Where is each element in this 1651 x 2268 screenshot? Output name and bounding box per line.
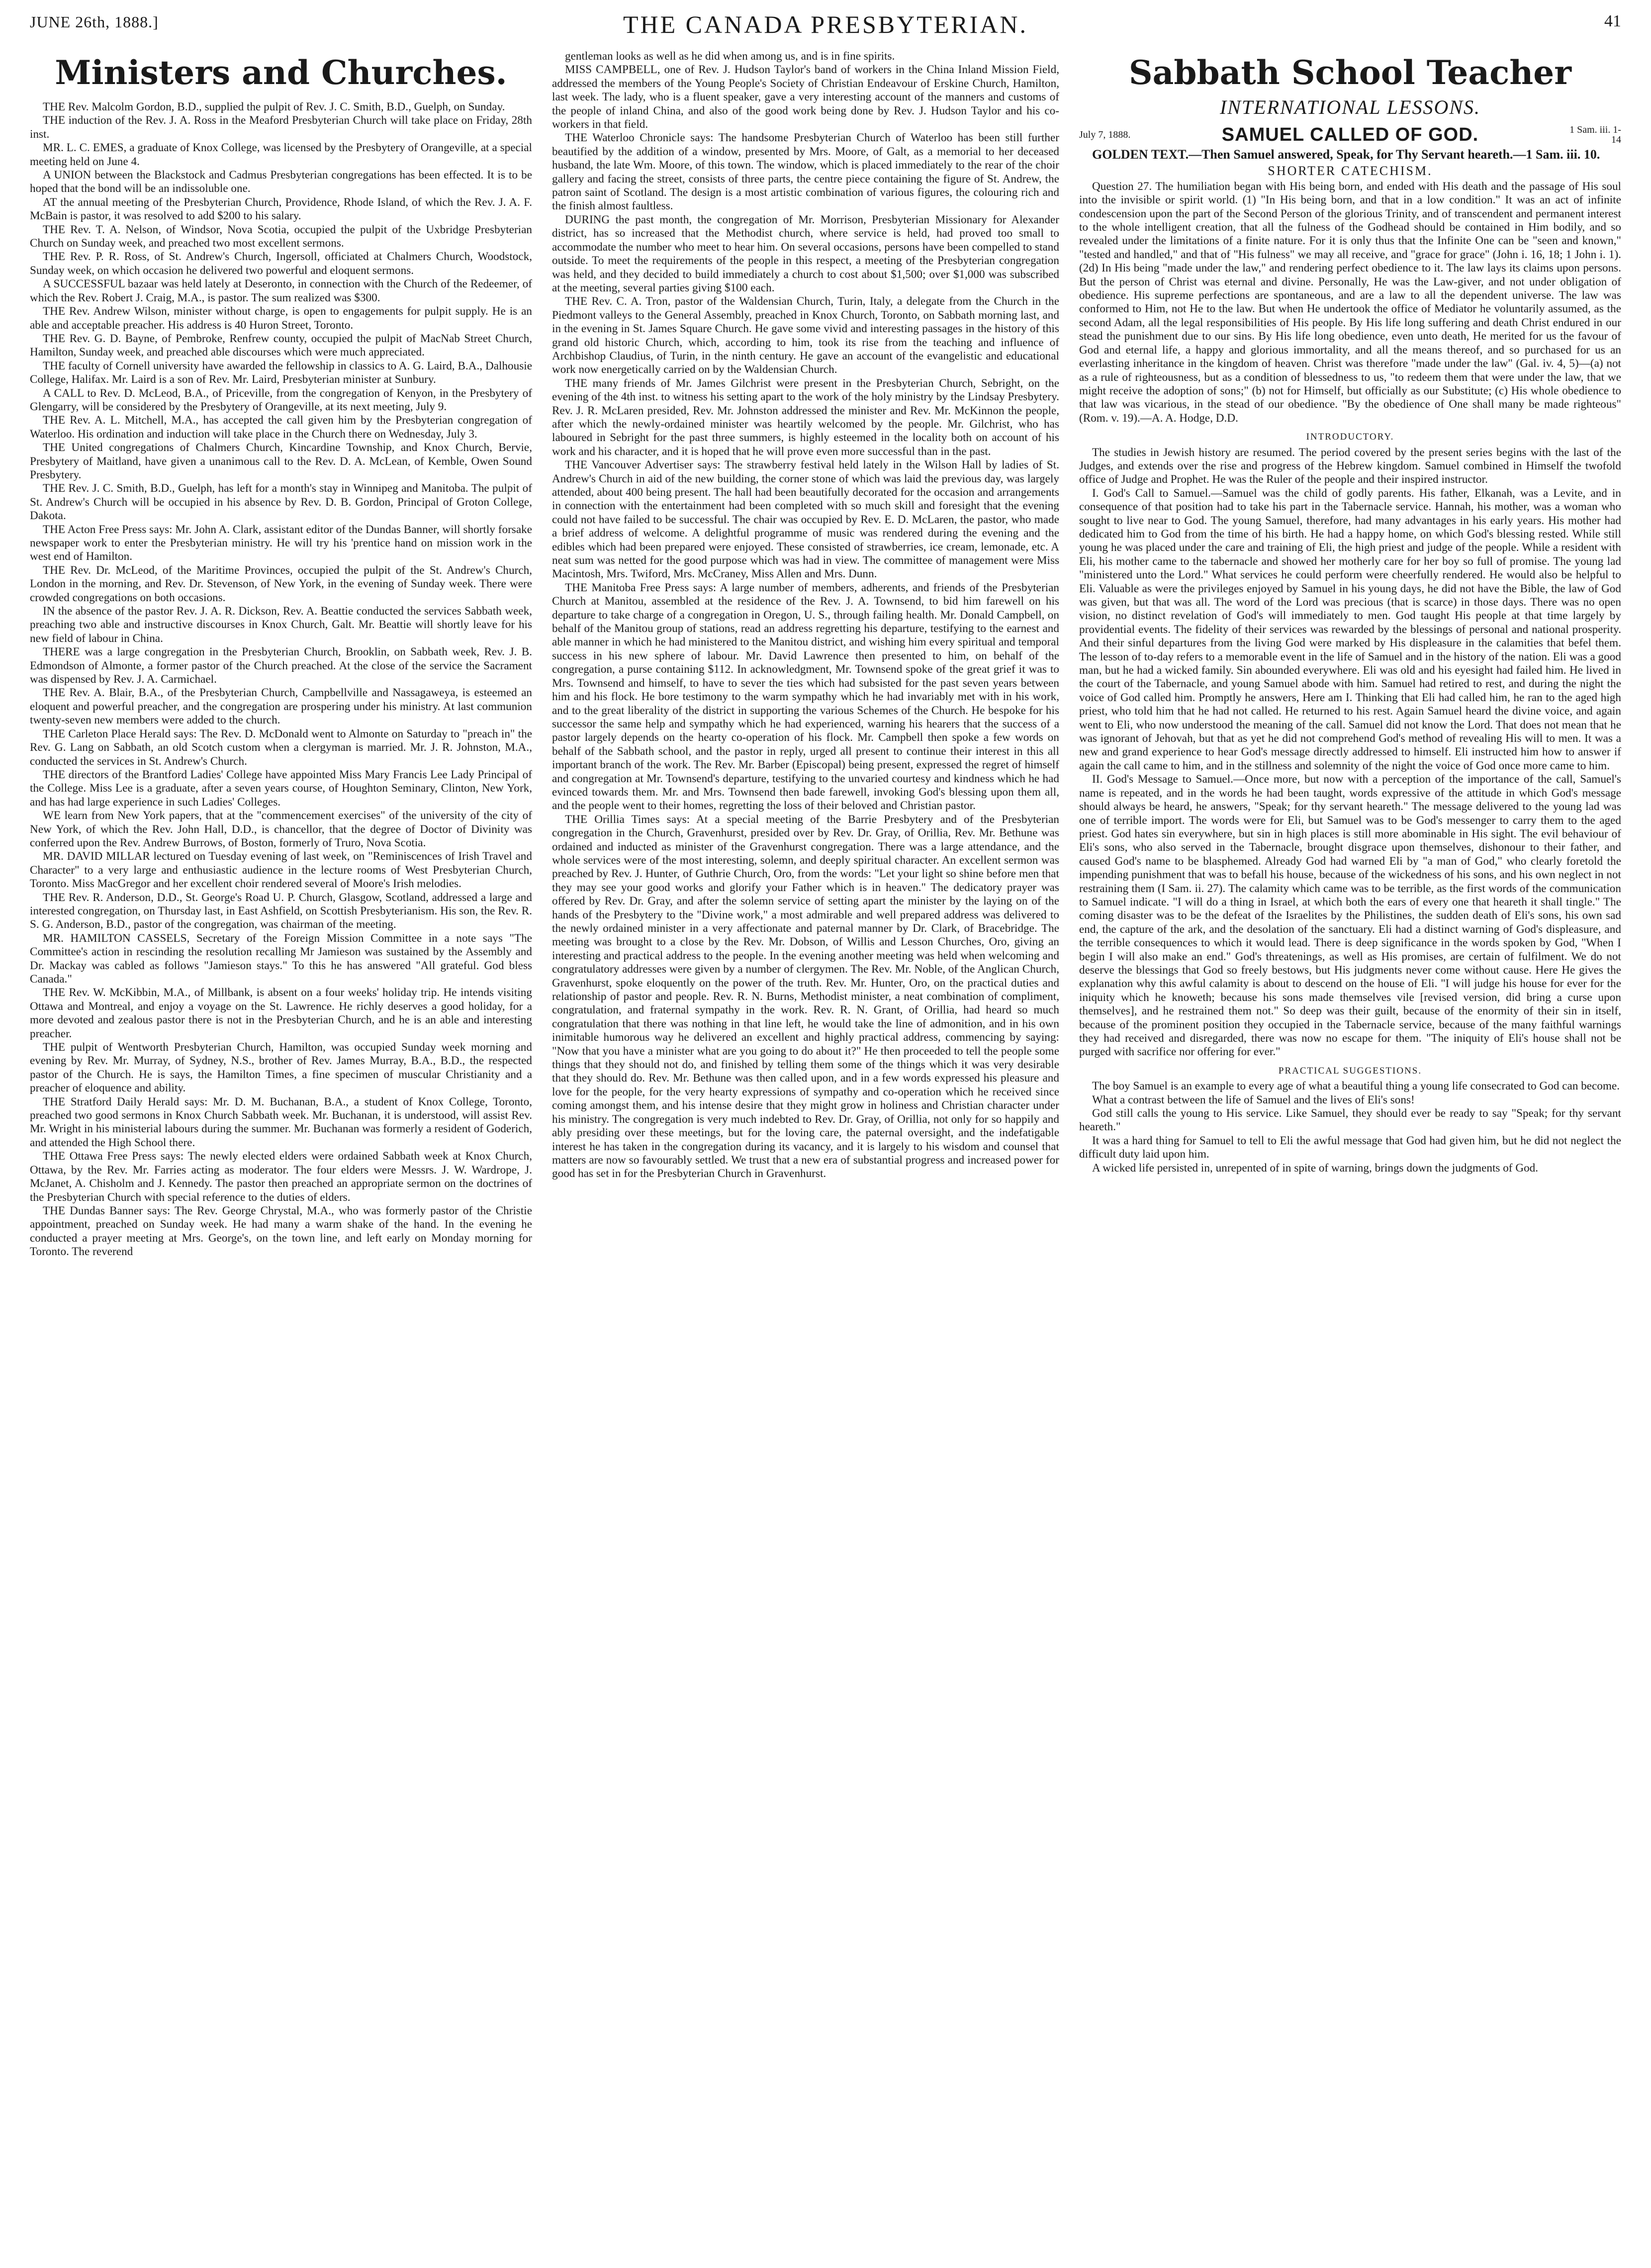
news-paragraph: A SUCCESSFUL bazaar was held lately at Deseronto, in connection with the Church of the Redeemer, of which the Rev. Robert J. Craig, M.A., is pastor. The sum realized was $300. [30, 277, 532, 304]
news-paragraph: THE Rev. G. D. Bayne, of Pembroke, Renfrew county, occupied the pulpit of MacNab Street Church, Hamilton, Sunday week, and preached able discourses which were much appreciated. [30, 332, 532, 359]
section-heading-sabbath-school: Sabbath School Teacher [1128, 53, 1572, 92]
lesson-title: SAMUEL CALLED OF GOD. [1221, 124, 1479, 145]
news-paragraph: THE Rev. A. L. Mitchell, M.A., has accepted the call given him by the Presbyterian congregation of Waterloo. His ordination and induction will take place in the Church there on Wednesday, July 3. [30, 414, 532, 441]
news-paragraph: THE faculty of Cornell university have awarded the fellowship in classics to A. G. Laird, B.A., Dalhousie College, Halifax. Mr. Laird is a son of Rev. Mr. Laird, Presbyterian minister at Sunbury. [30, 359, 532, 386]
news-paragraph: THE pulpit of Wentworth Presbyterian Church, Hamilton, was occupied Sunday week morning and evening by Rev. Mr. Murray, of Sydney, N.S., brother of Rev. James Murray, B.A., B.D., the respected pastor of the Church. He is says, the Hamilton Times, a fine specimen of muscular Christianity and a preacher of eloquence and ability. [30, 1041, 532, 1095]
news-paragraph: gentleman looks as well as he did when among us, and is in fine spirits. [565, 50, 895, 63]
page-number: 41 [1604, 12, 1621, 30]
news-paragraph: THE directors of the Brantford Ladies' College have appointed Miss Mary Francis Lee Lady Principal of the College. Miss Lee is a graduate, after a seven years course, of Houghton Seminary, Clinton, New York, and has had large experience in such Ladies' Colleges. [30, 768, 532, 809]
lesson-date: July 7, 1888. [1079, 129, 1131, 141]
news-paragraph: THE Rev. Andrew Wilson, minister without charge, is open to engagements for pulpit supply. He is an able and acceptable preacher. His address is 40 Huron Street, Toronto. [30, 305, 532, 332]
suggestion-paragraph: It was a hard thing for Samuel to tell to Eli the awful message that God had given him, but he did not neglect the difficult duty laid upon him. [1079, 1134, 1621, 1161]
golden-text: GOLDEN TEXT.—Then Samuel answered, Speak, for Thy Servant heareth.—1 Sam. iii. 10. [1092, 147, 1600, 162]
news-paragraph: MR. HAMILTON CASSELS, Secretary of the Foreign Mission Committee in a note says "The Committee's action in rescinding the resolution recalling Mr Jamieson was sustained by the Assembly and Dr. Mackay was cabled as follows "Jamieson stays." To this he has answered "All grateful. God bless Canada." [30, 931, 532, 986]
news-paragraph: THE Rev. J. C. Smith, B.D., Guelph, has left for a month's stay in Winnipeg and Manitoba. The pulpit of St. Andrew's Church will be occupied in his absence by Rev. D. B. Gordon, Principal of Groton College, Dakota. [30, 482, 532, 523]
lesson-reference: 1 Sam. iii. 1-14 [1569, 124, 1621, 146]
suggestion-paragraph: The boy Samuel is an example to every age of what a beautiful thing a young life consecrated to God can become. [1092, 1080, 1620, 1093]
news-paragraph: THE Dundas Banner says: The Rev. George Chrystal, M.A., who was formerly pastor of the Christie appointment, preached on Sunday week. He had many a warm shake of the hand. In the evening he conducted a prayer meeting at Mrs. George's, on the town line, and left early on Monday morning for Toronto. The reverend [30, 1204, 532, 1259]
news-paragraph: THE Rev. W. McKibbin, M.A., of Millbank, is absent on a four weeks' holiday trip. He intends visiting Ottawa and Montreal, and enjoy a voyage on the St. Lawrence. He richly deserves a good holiday, for a more devoted and zealous pastor there is not in the Presbyterian Church, and he is an able and interesting preacher. [30, 986, 532, 1040]
news-paragraph: A UNION between the Blackstock and Cadmus Presbyterian congregations has been effected. It is to be hoped that the bond will be an indissoluble one. [30, 169, 532, 195]
catechism-paragraph: Question 27. The humiliation began with His being born, and ended with His death and the passage of His soul into the invisible or spirit world. (1) "In His being born, and that in a low condition." It was an act of infinite condescension upon the part of the Second Person of the glorious Trinity, and of transcendent and permanent interest to the whole intelligent creation, that all the fulness of the Godhead should be contained in Him bodily, and so revealed under the limitations of a finite nature. For it is only thus that the Infinite One can be "seen and known," "tested and handled," and that of "His fulness" we may all receive, and "grace for grace" (John i. 16, 18; 1 John i. 1). (2d) In His being "made under the law," and rendering perfect obedience to it. The law lays its claims upon persons. But the person of Christ was eternal and divine. Personally, He was the Law-giver, and not under obligation of obedience. His supreme perfections are spontaneous, and are a law to all the dependent universe. The law was conformed to Him, not He to the law. But when He undertook the office of Mediator he voluntarily assumed, as the second Adam, all the legal responsibilities of His people. By His life long suffering and death Christ endured in our stead the punishment due to our sins. By His life long obedience, even unto death, He merited for us the favour of God and eternal life, a happy and glorious immortality, and all the means thereof, and so purchased for us an everlasting inheritance in the kingdom of heaven. Christ was therefore "made under the law" (Gal. iv. 4, 5)—(a) not as a rule of righteousness, but as a condition of blessedness to us, "to redeem them that were under the law, that we might receive the adoption of sons;" (b) not for Himself, but officially as our Substitute; (c) His whole obedience to that law was vicarious, in the stead of our obedience. "By the obedience of One shall many be made righteous" (Rom. v. 19).—A. A. Hodge, D.D. [1079, 180, 1621, 425]
section-heading-ministers: Ministers and Churches. [55, 53, 507, 92]
news-paragraph: THE Stratford Daily Herald says: Mr. D. M. Buchanan, B.A., a student of Knox College, Toronto, preached two good sermons in Knox Church Sabbath week. Mr. Buchanan, it is understood, will assist Rev. Mr. Wright in his ministerial labours during the summer. Mr. Buchanan was formerly a resident of Goderich, and attended the High School there. [30, 1095, 532, 1149]
column-1-body [30, 100, 532, 1259]
news-paragraph: THE induction of the Rev. J. A. Ross in the Meaford Presbyterian Church will take place on Friday, 28th inst. [30, 114, 532, 141]
news-paragraph: THE Rev. Dr. McLeod, of the Maritime Provinces, occupied the pulpit of the St. Andrew's Church, London in the morning, and Rev. Dr. Stevenson, of New York, in the evening of Sunday week. There were crowded congregations on both occasions. [30, 563, 532, 604]
column-ministers-and-churches [30, 50, 532, 2253]
issue-date: JUNE 26th, 1888.] [30, 13, 159, 31]
suggestion-paragraph: What a contrast between the life of Samuel and the lives of Eli's sons! [1092, 1093, 1415, 1106]
news-paragraph: AT the annual meeting of the Presbyterian Church, Providence, Rhode Island, of which the Rev. J. A. F. McBain is pastor, it was resolved to add $200 to his salary. [30, 195, 532, 223]
suggestion-paragraph: God still calls the young to His service. Like Samuel, they should ever be ready to say "Speak; for thy servant heareth." [1079, 1107, 1621, 1134]
news-paragraph: DURING the past month, the congregation of Mr. Morrison, Presbyterian Missionary for Alexander district, has so increased that the Methodist church, where service is held, had proved too small to accommodate the number who meet to hear him. On several occasions, persons have been compelled to stand outside. To meet the requirements of the people in this respect, a meeting of the Presbyterian congregation was held, and they decided to build immediately a church to cost about $1,500; over $1,000 was subscribed at the meeting, several parties giving $100 each. [552, 213, 1059, 294]
news-paragraph: MISS CAMPBELL, one of Rev. J. Hudson Taylor's band of workers in the China Inland Mission Field, addressed the members of the Young People's Society of Christian Endeavour of Erskine Church, Hamilton, last week. The lady, who is a fluent speaker, gave a very interesting account of the manners and customs of the people of inland China, and also of the good work being done by Rev. J. Hudson Taylor and his co-workers in that field. [552, 63, 1059, 131]
news-paragraph: THE Rev. P. R. Ross, of St. Andrew's Church, Ingersoll, officiated at Chalmers Church, Woodstock, Sunday week, on which occasion he delivered two powerful and eloquent sermons. [30, 250, 532, 277]
masthead [30, 10, 1621, 40]
practical-body [1079, 1080, 1621, 1175]
news-paragraph: MR. L. C. EMES, a graduate of Knox College, was licensed by the Presbytery of Orangeville, at a special meeting held on June 4. [30, 141, 532, 168]
news-paragraph: THE Waterloo Chronicle says: The handsome Presbyterian Church of Waterloo has been still further beautified by the addition of a window, presented by Mrs. Moore, of Galt, as a memorial to her deceased husband, the late Wm. Moore, of this town. The window, which is placed immediately to the rear of the choir gallery and facing the street, consists of three parts, the centre piece containing the figure of St. Andrew, the patron saint of Scotland. The design is a most artistic combination of various figures, the colouring rich and the finish almost faultless. [552, 131, 1059, 213]
news-paragraph: THE United congregations of Chalmers Church, Kincardine Township, and Knox Church, Bervie, Presbytery of Maitland, have given a unanimous call to the Rev. D. A. McLean, of Kemble, Owen Sound Presbytery. [30, 441, 532, 481]
news-paragraph: THE Carleton Place Herald says: The Rev. D. McDonald went to Almonte on Saturday to "preach in" the Rev. G. Lang on Sabbath, an old Scotch custom when a clergyman is married. Mr. J. R. Johnston, M.A., conducted the services in St. Andrew's Church. [30, 727, 532, 768]
news-paragraph: THE Vancouver Advertiser says: The strawberry festival held lately in the Wilson Hall by ladies of St. Andrew's Church in aid of the new building, the corner stone of which was laid the previous day, was largely attended, about 400 being present. The hall had been beautifully decorated for the occasion and arrangements in connection with the entertainment had been completed with so much skill and foresight that the evening could not have failed to be successful. The chair was occupied by Rev. E. D. McLaren, the pastor, who made a brief address of welcome. A delightful programme of music was rendered during the evening and the edibles which had been prepared were enjoyed. These consisted of strawberries, ice cream, lemonade, etc. A neat sum was netted for the good purpose which was had in view. The committee of management were Miss Macintosh, Mrs. Twiford, Mrs. McCraney, Miss Allen and Mrs. Dunn. [552, 458, 1059, 581]
lesson-paragraph: The studies in Jewish history are resumed. The period covered by the present series begins with the last of the Judges, and extends over the rise and progress of the Hebrew kingdom. Samuel combined in Himself the twofold office of Judge and Prophet. He was the Ruler of the people and their inspired instructor. [1079, 446, 1621, 486]
news-paragraph: THERE was a large congregation in the Presbyterian Church, Brooklin, on Sabbath week, Rev. J. B. Edmondson of Almonte, a former pastor of the Church preached. At the close of the service the Sacrament was dispensed by Rev. J. A. Carmichael. [30, 645, 532, 686]
news-paragraph: THE Rev. Malcolm Gordon, B.D., supplied the pulpit of Rev. J. C. Smith, B.D., Guelph, on Sunday. [43, 100, 505, 113]
column-sabbath-school [1079, 50, 1621, 2253]
news-paragraph: THE Rev. A. Blair, B.A., of the Presbyterian Church, Campbellville and Nassagaweya, is esteemed an eloquent and powerful preacher, and the congregation are prospering under his ministry. At last communion twenty-seven new members were added to the church. [30, 686, 532, 727]
lesson-paragraph: I. God's Call to Samuel.—Samuel was the child of godly parents. His father, Elkanah, was a Levite, and in consequence of that position had to take his part in the Tabernacle service. Hannah, his mother, was a woman who sought to live near to God. The young Samuel, therefore, had many advantages in his early years. His mother had dedicated him to God from the time of his birth. He had a happy home, on which God's blessing rested. While still young he was placed under the care and training of Eli, the high priest and judge of the people. While a resident with Eli, his mother came to the tabernacle and showed her motherly care for her boy so full of promise. The young lad "ministered unto the Lord." What services he could perform were cheerfully rendered. He would also be helpful to Eli. Valuable as were the privileges enjoyed by Samuel in his young days, he did not have the Bible, the law of God was given, but that was all. The word of the Lord was precious (that is scarce) in those days. There was no open vision, no distinct revelation of God's will immediately to men. God taught His people at that time largely by providential events. The fidelity of their services was rewarded by the blessings of personal and national prosperity. And their sinful departures from the living God were marked by His displeasure in the calamities that befel them. The lesson of to-day refers to a memorable event in the life of Samuel and in the history of the nation. Eli was a good man, but he had a wicked family. Sin abounded everywhere. Eli was old and his eyesight had failed him. He lived in the court of the Tabernacle, and young Samuel abode with him. Samuel had retired to rest, and during the night the voice of God called him. Promptly he answers, Here am I. Thinking that Eli had called him, he ran to the aged high priest, who told him that he had not called. He returned to his rest. Again Samuel heard the divine voice, and again went to Eli, who now understood the meaning of the call. Samuel did not know the Lord. That does not mean that he was ignorant of Jehovah, but that as yet he did not comprehend God's method of revealing His will to men. It was a new and grand experience to hear God's message directly addressed to himself. Eli instructed him how to answer if again the call came to him, and in the stillness and solemnity of the night the voice of God once more came to him. [1079, 486, 1621, 772]
column-2-body [552, 50, 1059, 1181]
news-paragraph: THE Rev. T. A. Nelson, of Windsor, Nova Scotia, occupied the pulpit of the Uxbridge Presbyterian Church on Sunday week, and preached two most excellent sermons. [30, 223, 532, 250]
section-subheading: INTERNATIONAL LESSONS. [1219, 96, 1481, 118]
news-paragraph: MR. DAVID MILLAR lectured on Tuesday evening of last week, on "Reminiscences of Irish Travel and Character" to a very large and enthusiastic audience in the lecture rooms of West Presbyterian Church, Toronto. Miss MacGregor and her excellent choir rendered several of Moore's Irish melodies. [30, 850, 532, 891]
news-paragraph: THE Ottawa Free Press says: The newly elected elders were ordained Sabbath week at Knox Church, Ottawa, by the Rev. Mr. Farries acting as moderator. The four elders were Messrs. J. W. Wardrope, J. McJanet, A. Chisholm and J. Kennedy. The pastor then preached an appropriate sermon on the doctrines of the Presbyterian Church with special reference to the duties of elders. [30, 1150, 532, 1204]
newspaper-title: THE CANADA PRESBYTERIAN. [623, 10, 1028, 38]
news-paragraph: THE Acton Free Press says: Mr. John A. Clark, assistant editor of the Dundas Banner, will shortly forsake newspaper work to enter the Presbyterian ministry. He will try his 'prentice hand on mission work in the west end of Hamilton. [30, 523, 532, 563]
lesson-header [1079, 125, 1621, 145]
lesson-paragraph: II. God's Message to Samuel.—Once more, but now with a perception of the importance of the call, Samuel's name is repeated, and in the words he had been taught, words expressive of the attitude in which God's message should always be heard, he answers, "Speak; for thy servant heareth." The message delivered to the young lad was one of terrible import. The words were for Eli, but Samuel was to be God's messenger to carry them to the aged priest. God hates sin everywhere, but sin in high places is still more abominable in His sight. The evil behaviour of Eli's sons, who also served in the Tabernacle, brought disgrace upon themselves, dishonour to their father, and caused God's name to be blasphemed. Already God had warned Eli by "a man of God," who clearly foretold the impending punishment that was to befall his house, because of the wickedness of his sons, and his own neglect in not restraining them (I Sam. ii. 27). The calamity which came was to be terrible, as the first words of the communication to Samuel indicate. "I will do a thing in Israel, at which both the ears of every one that heareth it shall tingle." The coming disaster was to be the defeat of the Israelites by the Philistines, the sudden death of Eli's sons, his own sad end, the capture of the ark, and the desolation of the sanctuary. Eli had a distinct warning of God's displeasure, and the terrible consequences to which it would lead. There is deep significance in the words spoken by God, "When I begin I will also make an end." God's threatenings, as well as His promises, are certain of fulfilment. We do not deserve the blessings that God so freely bestows, but His judgments never come without cause. Here He gives the explanation why this awful calamity is about to descend on the house of Eli. "I will judge his house for ever for the iniquity which he knoweth; because his sons made themselves vile [revised version, did bring a curse upon themselves], and he restrained them not." So deep was their guilt, because of the enormity of their sin in itself, because of the prominent position they occupied in the Tabernacle service, because of the many faithful warnings they had received and disregarded, there was now no escape for them. "The iniquity of Eli's house shall not be purged with sacrifice nor offering for ever." [1079, 773, 1621, 1059]
catechism-body [1079, 180, 1621, 425]
introductory-heading: INTRODUCTORY. [1306, 432, 1394, 443]
news-paragraph: THE many friends of Mr. James Gilchrist were present in the Presbyterian Church, Sebright, on the evening of the 4th inst. to witness his setting apart to the work of the holy ministry by the Lindsay Presbytery. Rev. J. R. McLaren presided, Rev. Mr. Johnston addressed the minister and Rev. Mr. McKinnon the people, after which the newly-ordained minister was heartily welcomed by the people. Mr. Gilchrist, who has laboured in Sebright for the past three summers, is highly esteemed in the locality both on account of his work and his character, and it is hoped that he will prove even more successful than in the past. [552, 376, 1059, 458]
news-paragraph: IN the absence of the pastor Rev. J. A. R. Dickson, Rev. A. Beattie conducted the services Sabbath week, preaching two able and instructive discourses in Knox Church, Galt. Mr. Beattie will shortly leave for his new field of labour in China. [30, 605, 532, 645]
introductory-body [1079, 446, 1621, 1059]
news-paragraph: THE Rev. C. A. Tron, pastor of the Waldensian Church, Turin, Italy, a delegate from the Church in the Piedmont valleys to the General Assembly, preached in Knox Church, Toronto, on Sabbath morning last, and in the evening in St. James Square Church. He gave some vivid and interesting passages in the history of this grand old historic Church, which, according to him, took its rise from the teaching and influence of Archbishop Claudius, of Turin, in the ninth century. He gave an account of the evangelistic and educational work now energetically carried on by the Waldensian Church. [552, 295, 1059, 376]
catechism-heading: SHORTER CATECHISM. [1268, 164, 1433, 179]
news-paragraph: THE Rev. R. Anderson, D.D., St. George's Road U. P. Church, Glasgow, Scotland, addressed a large and interested congregation, on Thursday last, in East Ashfield, on Scottish Presbyterianism. His son, the Rev. R. S. G. Anderson, B.D., pastor of the congregation, was chairman of the meeting. [30, 891, 532, 931]
suggestion-paragraph: A wicked life persisted in, unrepented of in spite of warning, brings down the judgments of God. [1092, 1161, 1539, 1175]
news-paragraph: A CALL to Rev. D. McLeod, B.A., of Priceville, from the congregation of Kenyon, in the Presbytery of Glengarry, will be considered by the Presbytery of Orangeville, at its next meeting, July 9. [30, 386, 532, 413]
practical-heading: PRACTICAL SUGGESTIONS. [1278, 1065, 1422, 1076]
news-paragraph: THE Orillia Times says: At a special meeting of the Barrie Presbytery and of the Presbyterian congregation in the Church, Gravenhurst, presided over by Rev. Dr. Gray, of Orillia, Rev. Mr. Bethune was ordained and inducted as minister of the Gravenhurst congregation. There was a large attendance, and the whole services were of the most interesting, solemn, and deeply spiritual character. An excellent sermon was preached by Rev. J. Hunter, of Guthrie Church, Oro, from the words: "Let your light so shine before men that they may see your good works and glorify your Father which is in heaven." The dedicatory prayer was offered by Rev. Dr. Gray, and after the solemn service of setting apart the minister by the laying on of the hands of the Presbytery to the "Divine work," a most admirable and well prepared address was delivered to the newly ordained minister in a very affectionate and paternal manner by Dr. Clark, of Bracebridge. The meeting was brought to a close by the Rev. Mr. Dobson, of Willis and Lesson Churches, Oro, giving an interesting and practical address to the people. In the evening another meeting was held when welcoming and congratulatory addresses were given by a number of clergymen. The Rev. Mr. Noble, of the Anglican Church, Gravenhurst, spoke eloquently on the power of the truth. Rev. Mr. Hunter, Oro, on the practical duties and relationship of pastor and people. Rev. R. N. Burns, Methodist minister, a neat combination of compliment, congratulation, and fraternal sympathy in the work. Rev. R. N. Grant, of Orillia, had heard so much congratulation that there was nothing in that line left, he would take the line of admonition, and in his own inimitable humorous way he delivered an excellent and highly practical address, commencing by saying: "Now that you have a minister what are you going to do about it?" He then proceeded to tell the people some things that they should not do, and finished by telling them some of the things which it was very desirable that they should do. Rev. Mr. Bethune was then called upon, and in a few words expressed his pleasure and love for the people, for the very hearty expressions of sympathy and co-operation which he received since coming amongst them, and his intense desire that they might grow in holiness and Christian character under his ministry. The congregation is very much indebted to Rev. Dr. Gray, of Orillia, not only for so happily and ably presiding over these meetings, but for the loving care, the paternal oversight, and the indefatigable interest he has taken in the congregation during its vacancy, and it is largely to his wisdom and counsel that matters are now so favourably settled. We trust that a new era of substantial progress and increased power for good has set in for the Presbyterian Church in Gravenhurst. [552, 813, 1059, 1180]
news-paragraph: THE Manitoba Free Press says: A large number of members, adherents, and friends of the Presbyterian Church at Manitou, assembled at the residence of the Rev. J. A. Townsend, to bid him farewell on his departure to take charge of a congregation in Oregon, U. S., through failing health. Mr. Donald Campbell, on behalf of the Manitou group of stations, read an address regretting his departure, testifying to the earnest and able manner in which he had ministered to the Manitou district, and wishing him every spiritual and temporal success in his new sphere of labour. Mr. David Lawrence then presented to him, on behalf of the congregation, a purse containing $112. In acknowledgment, Mr. Townsend spoke of the great grief it was to Mrs. Townsend and himself, to have to sever the ties which had subsisted for the past seven years between him and his flock. He bore testimony to the warm sympathy which he had invariably met with in his work, and to the great liberality of the district in supporting the various Schemes of the Church. He bespoke for his successor the same help and sympathy which he had experienced, warning his hearers that the success of a pastor largely depends on the hearty co-operation of his flock. Mr. Campbell then spoke a few words on behalf of the Sabbath school, and the pastor in reply, urged all present to continue their interest in this all important branch of the work. The Rev. Mr. Barber (Episcopal) being present, expressed the regret of himself and congregation at Mr. Townsend's departure, testifying to the unvaried courtesy and kindness which he had evinced towards them. Mr. and Mrs. Townsend then bade farewell, invoking God's blessing upon them all, and the people went to their homes, regretting the loss of their beloved and Christian pastor. [552, 581, 1059, 813]
column-continued-news [552, 50, 1059, 2253]
news-paragraph: WE learn from New York papers, that at the "commencement exercises" of the university of the city of New York, of which the Rev. John Hall, D.D., is chancellor, that the degree of Doctor of Divinity was conferred upon the Rev. Andrew Burrows, of Boston, formerly of Truro, Nova Scotia. [30, 809, 532, 849]
